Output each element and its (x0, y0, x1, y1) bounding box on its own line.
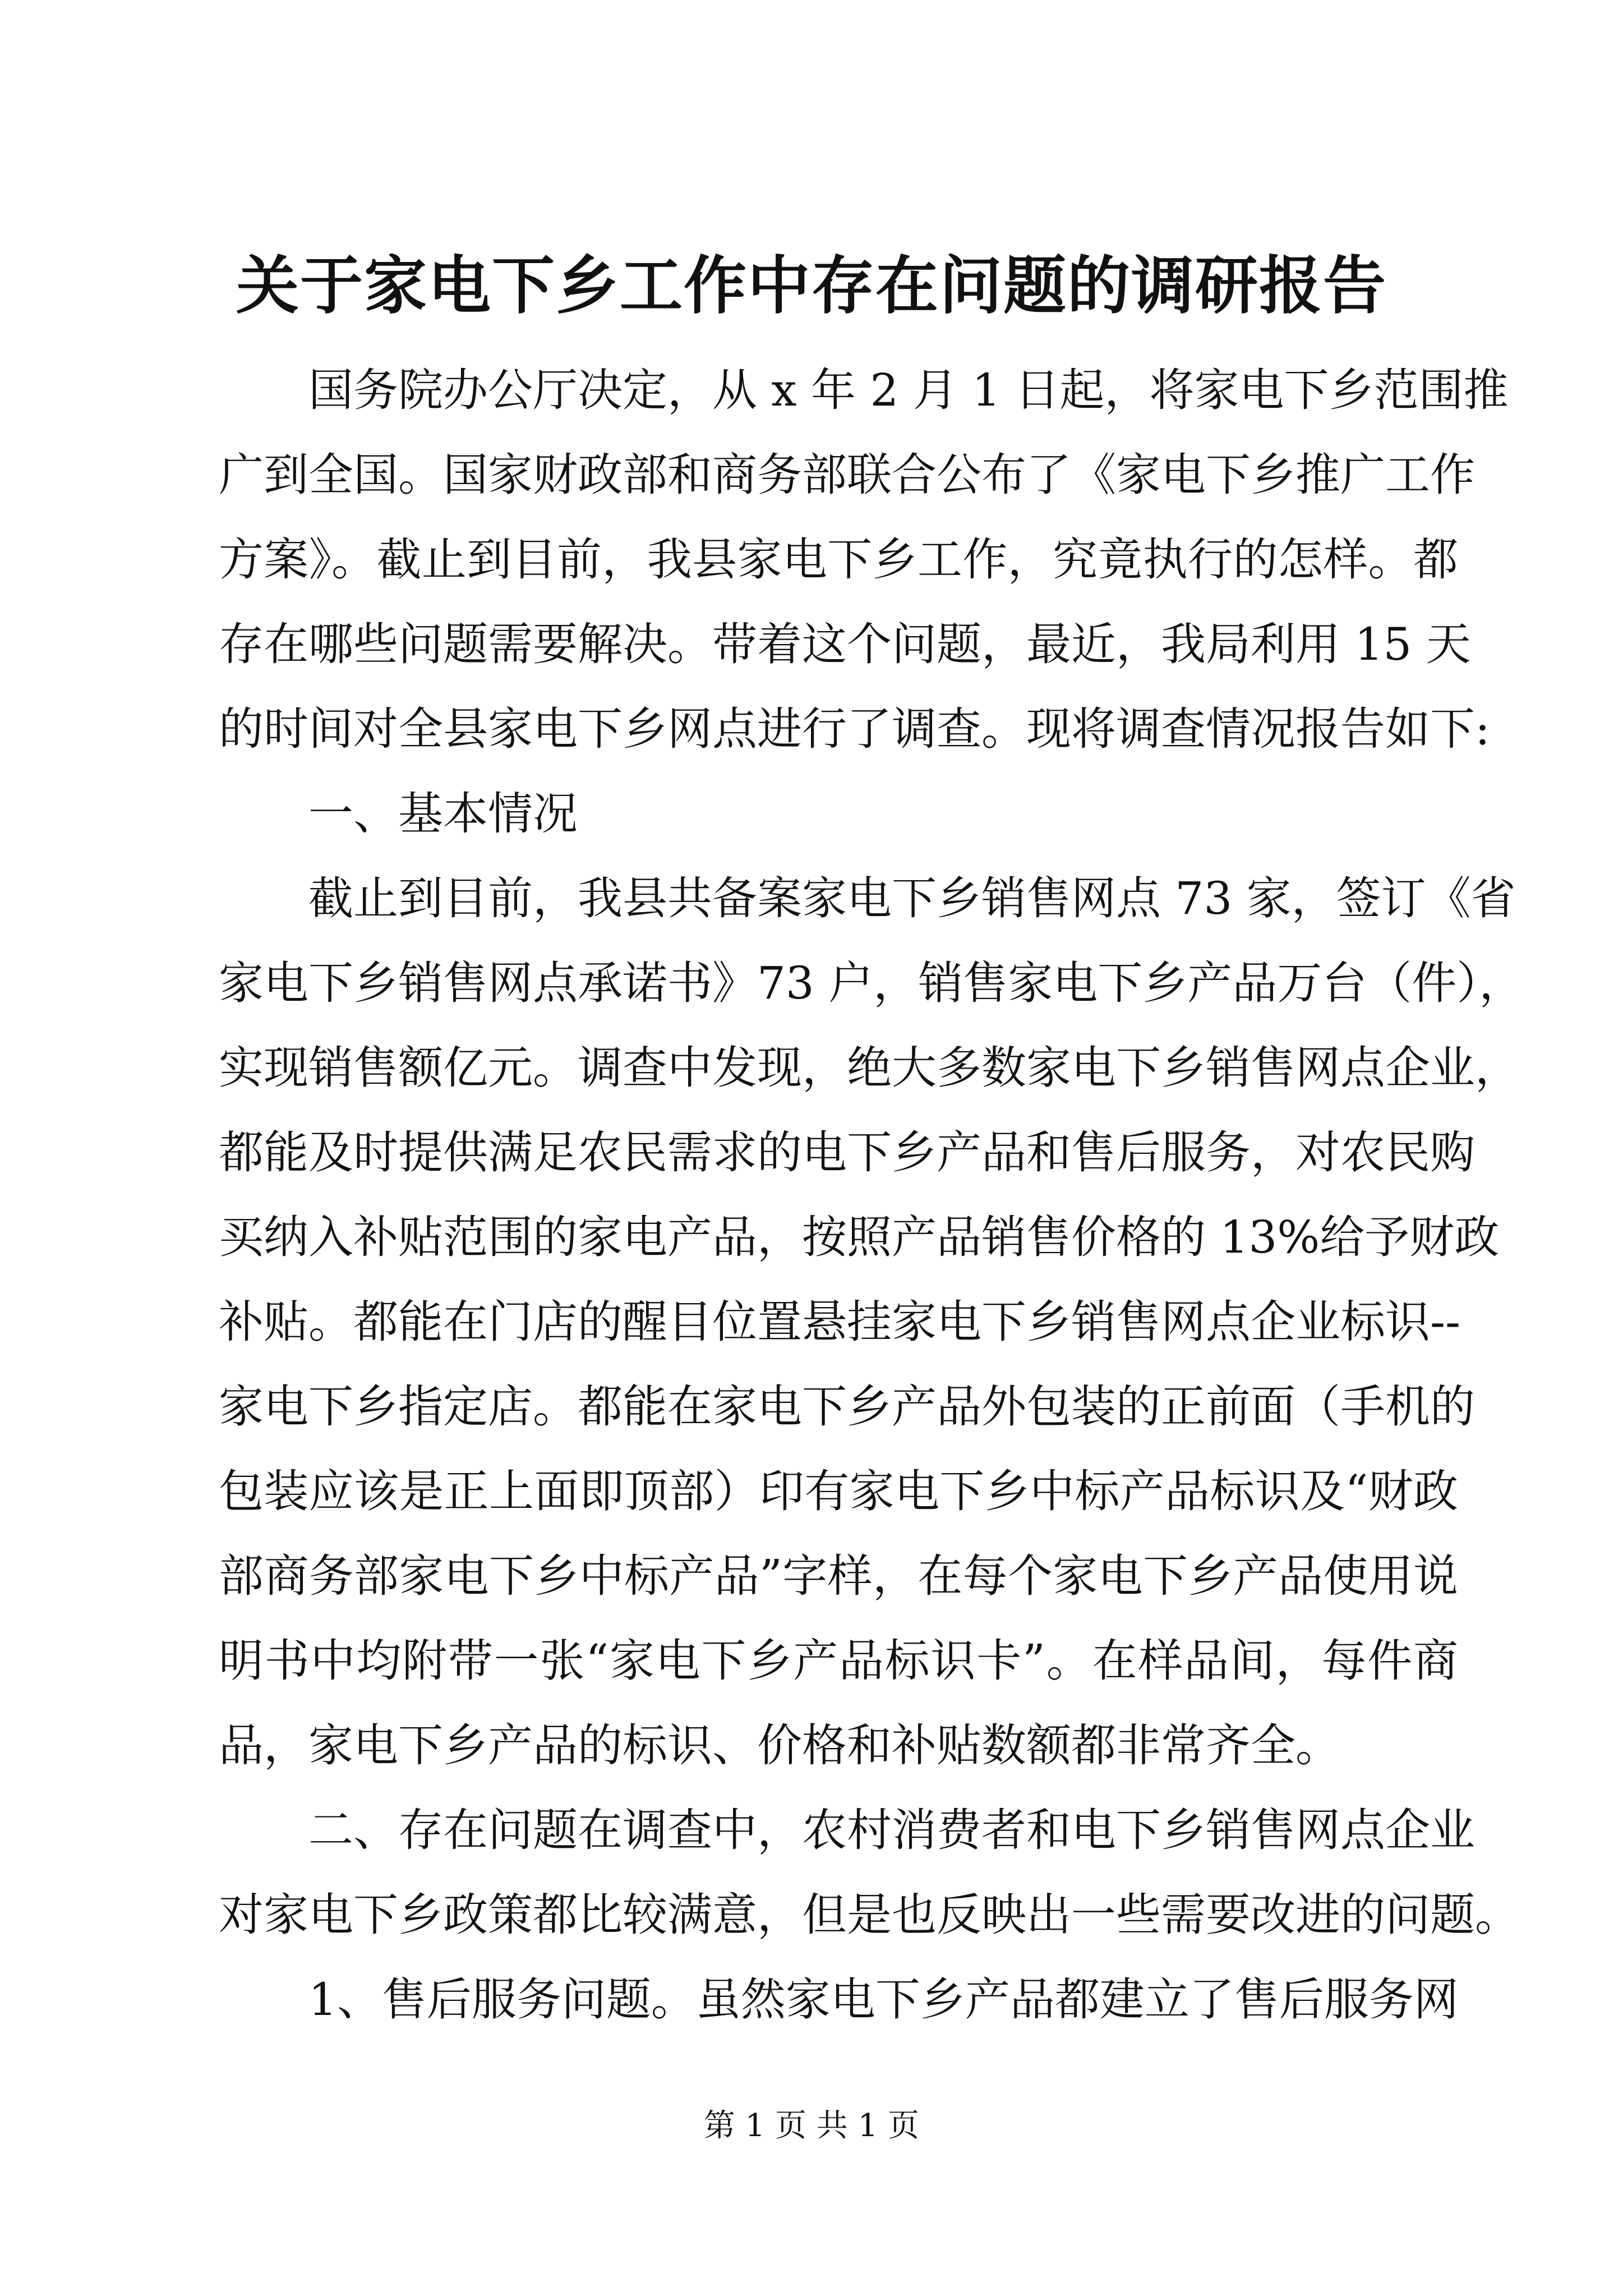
paragraph-line: 部商务部家电下乡中标产品”字样，在每个家电下乡产品使用说 (219, 1550, 1458, 1602)
paragraph-line: 二、存在问题在调查中，农村消费者和电下乡销售网点企业 (308, 1804, 1475, 1856)
document-body (219, 348, 1524, 2042)
paragraph-line: 截止到目前，我县共备案家电下乡销售网点 73 家，签订《省 (308, 872, 1516, 924)
paragraph-line: 实现销售额亿元。调查中发现，绝大多数家电下乡销售网点企业， (219, 1042, 1520, 1094)
paragraph-line: 补贴。都能在门店的醒目位置悬挂家电下乡销售网点企业标识-- (219, 1296, 1461, 1348)
paragraph-line: 买纳入补贴范围的家电产品，按照产品销售价格的 13%给予财政 (219, 1211, 1500, 1263)
paragraph-line: 品，家电下乡产品的标识、价格和补贴数额都非常齐全。 (219, 1719, 1340, 1772)
paragraph-line: 包装应该是正上面即顶部）印有家电下乡中标产品标识及“财政 (219, 1465, 1458, 1517)
paragraph-line: 对家电下乡政策都比较满意，但是也反映出一些需要改进的问题。 (219, 1889, 1520, 1941)
document-title: 关于家电下乡工作中存在问题的调研报告 (236, 249, 1387, 323)
paragraph-line: 明书中均附带一张“家电下乡产品标识卡”。在样品间，每件商 (219, 1635, 1458, 1687)
paragraph-line: 国务院办公厅决定，从 x 年 2 月 1 日起，将家电下乡范围推 (308, 364, 1509, 416)
paragraph-line: 广到全国。国家财政部和商务部联合公布了《家电下乡推广工作 (219, 449, 1475, 501)
paragraph-line: 的时间对全县家电下乡网点进行了调查。现将调查情况报告如下: (219, 703, 1490, 755)
paragraph-line: 方案》。截止到目前，我县家电下乡工作，究竟执行的怎样。都 (219, 533, 1458, 586)
paragraph-line: 1、售后服务问题。虽然家电下乡产品都建立了售后服务网 (308, 1973, 1459, 2026)
page-footer: 第 1 页 共 1 页 (703, 2108, 920, 2144)
section-heading: 一、基本情况 (308, 788, 578, 840)
paragraph-line: 家电下乡指定店。都能在家电下乡产品外包装的正前面（手机的 (219, 1381, 1475, 1433)
paragraph-line: 家电下乡销售网点承诺书》73 户，销售家电下乡产品万台（件）， (219, 957, 1524, 1009)
paragraph-line: 都能及时提供满足农民需求的电下乡产品和售后服务，对农民购 (219, 1126, 1475, 1179)
paragraph-line: 存在哪些问题需要解决。带着这个问题，最近，我局利用 15 天 (219, 618, 1471, 670)
